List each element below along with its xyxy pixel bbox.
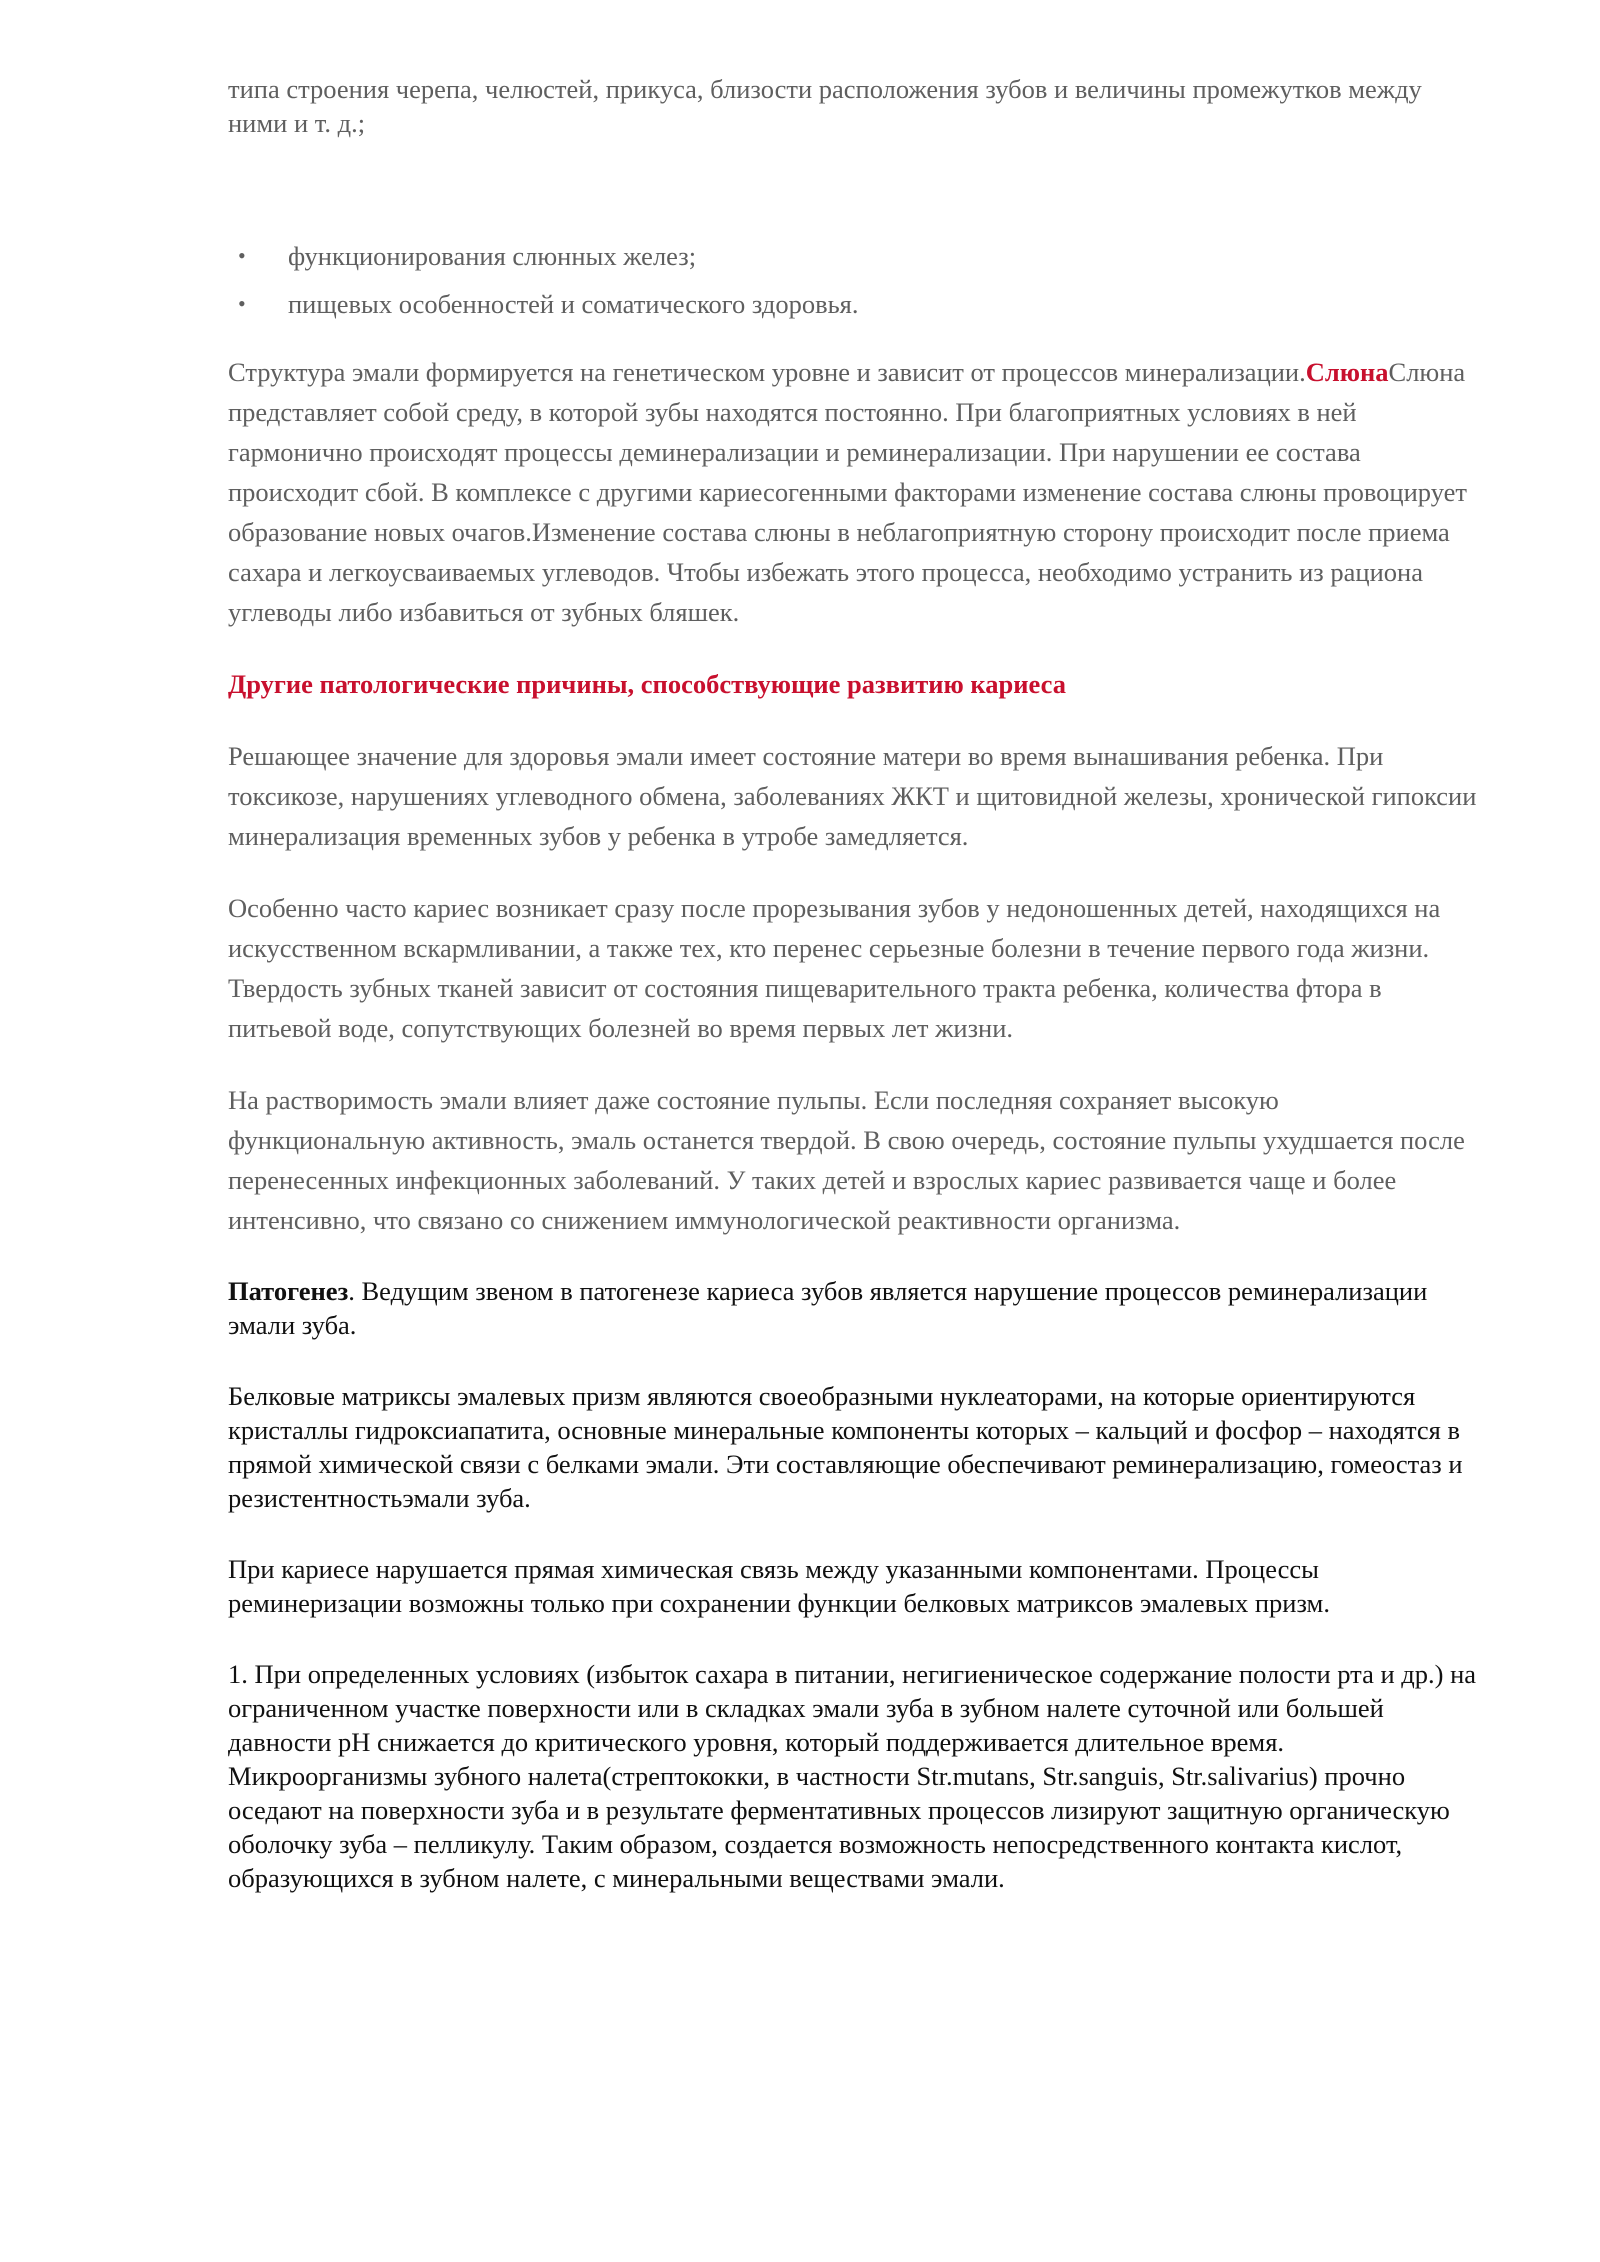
paragraph-pulp: На растворимость эмали влияет даже состояние пульпы. Если последняя сохраняет высокую функциональную активность, эмаль останется твердой. В свою очередь, состояние пульпы ухудшается после перенесенных инфекционных заболеваний. У таких детей и взрослых кариес развивается чаще и более интенсивно, что связано со снижением иммунологической реактивности организма. (228, 1085, 1465, 1235)
paragraph-pathogenesis (228, 1274, 1478, 1342)
list-item-text: пищевых особенностей и соматического здоровья. (288, 289, 859, 319)
bullet-icon: • (238, 243, 246, 268)
paragraph-enamel-text: Структура эмали формируется на генетическом уровне и зависит от процессов минерализации. (228, 357, 1306, 387)
intro-continuation: типа строения черепа, челюстей, прикуса, близости расположения зубов и величины промежутков между ними и т. д.; (228, 74, 1422, 138)
list-item (228, 280, 1478, 328)
paragraph-premature: Особенно часто кариес возникает сразу после прорезывания зубов у недоношенных детей, находящихся на искусственном вскармливании, а также тех, кто перенес серьезные болезни в течение первого года жизни. Твердость зубных тканей зависит от состояния пищеварительного тракта ребенка, количества фтора в питьевой воде, сопутствующих болезней во время первых лет жизни. (228, 893, 1441, 1043)
saliva-highlight: Слюна (1305, 357, 1389, 387)
list-item (228, 232, 1478, 280)
paragraph-enamel-saliva (228, 352, 1478, 632)
pathogenesis-term: Патогенез (228, 1276, 349, 1306)
section-heading: Другие патологические причины, способствующие развитию кариеса (228, 669, 1066, 699)
document-page (228, 72, 1478, 1895)
paragraph-mother: Решающее значение для здоровья эмали имеет состояние матери во время вынашивания ребенка. При токсикозе, нарушениях углеводного обмена, заболеваниях ЖКТ и щитовидной железы, хронической гипоксии минерализация временных зубов у ребенка в утробе замедляется. (228, 741, 1477, 851)
bullet-list (228, 232, 1478, 328)
paragraph-matrices: Белковые матриксы эмалевых призм являются своеобразными нуклеаторами, на которые ориентируются кристаллы гидроксиапатита, основные минеральные компоненты которых – кальций и фосфор – находятся в прямой химической связи с белками эмали. Эти составляющие обеспечивают реминерализацию, гомеостаз и резистентностьэмали зуба. (228, 1381, 1463, 1513)
paragraph-caries-link: При кариесе нарушается прямая химическая связь между указанными компонентами. Процессы реминеризации возможны только при сохранении функции белковых матриксов эмалевых призм. (228, 1554, 1330, 1618)
pathogenesis-text: . Ведущим звеном в патогенезе кариеса зубов является нарушение процессов реминерализации эмали зуба. (228, 1276, 1428, 1340)
paragraph-step-1: 1. При определенных условиях (избыток сахара в питании, негигиеническое содержание полости рта и др.) на ограниченном участке поверхности или в складках эмали зуба в зубном налете суточной или большей давности pH снижается до критического уровня, который поддерживается длительное время. Микроорганизмы зубного налета(стрептококки, в частности Str.mutans, Str.sanguis, Str.salivarius) прочно оседают на поверхности зуба и в результате ферментативных процессов лизируют защитную органическую оболочку зуба – пелликулу. Таким образом, создается возможность непосредственного контакта кислот, образующихся в зубном налете, с минеральными веществами эмали. (228, 1659, 1477, 1893)
paragraph-saliva-text: Слюна представляет собой среду, в которой зубы находятся постоянно. При благоприятных условиях в ней гармонично происходят процессы деминерализации и реминерализации. При нарушении ее состава происходит сбой. В комплексе с другими кариесогенными факторами изменение состава слюны провоцирует образование новых очагов.Изменение состава слюны в неблагоприятную сторону происходит после приема сахара и легкоусваиваемых углеводов. Чтобы избежать этого процесса, необходимо устранить из рациона углеводы либо избавиться от зубных бляшек. (228, 357, 1467, 627)
bullet-icon: • (238, 291, 246, 316)
list-item-text: функционирования слюнных желез; (288, 241, 697, 271)
